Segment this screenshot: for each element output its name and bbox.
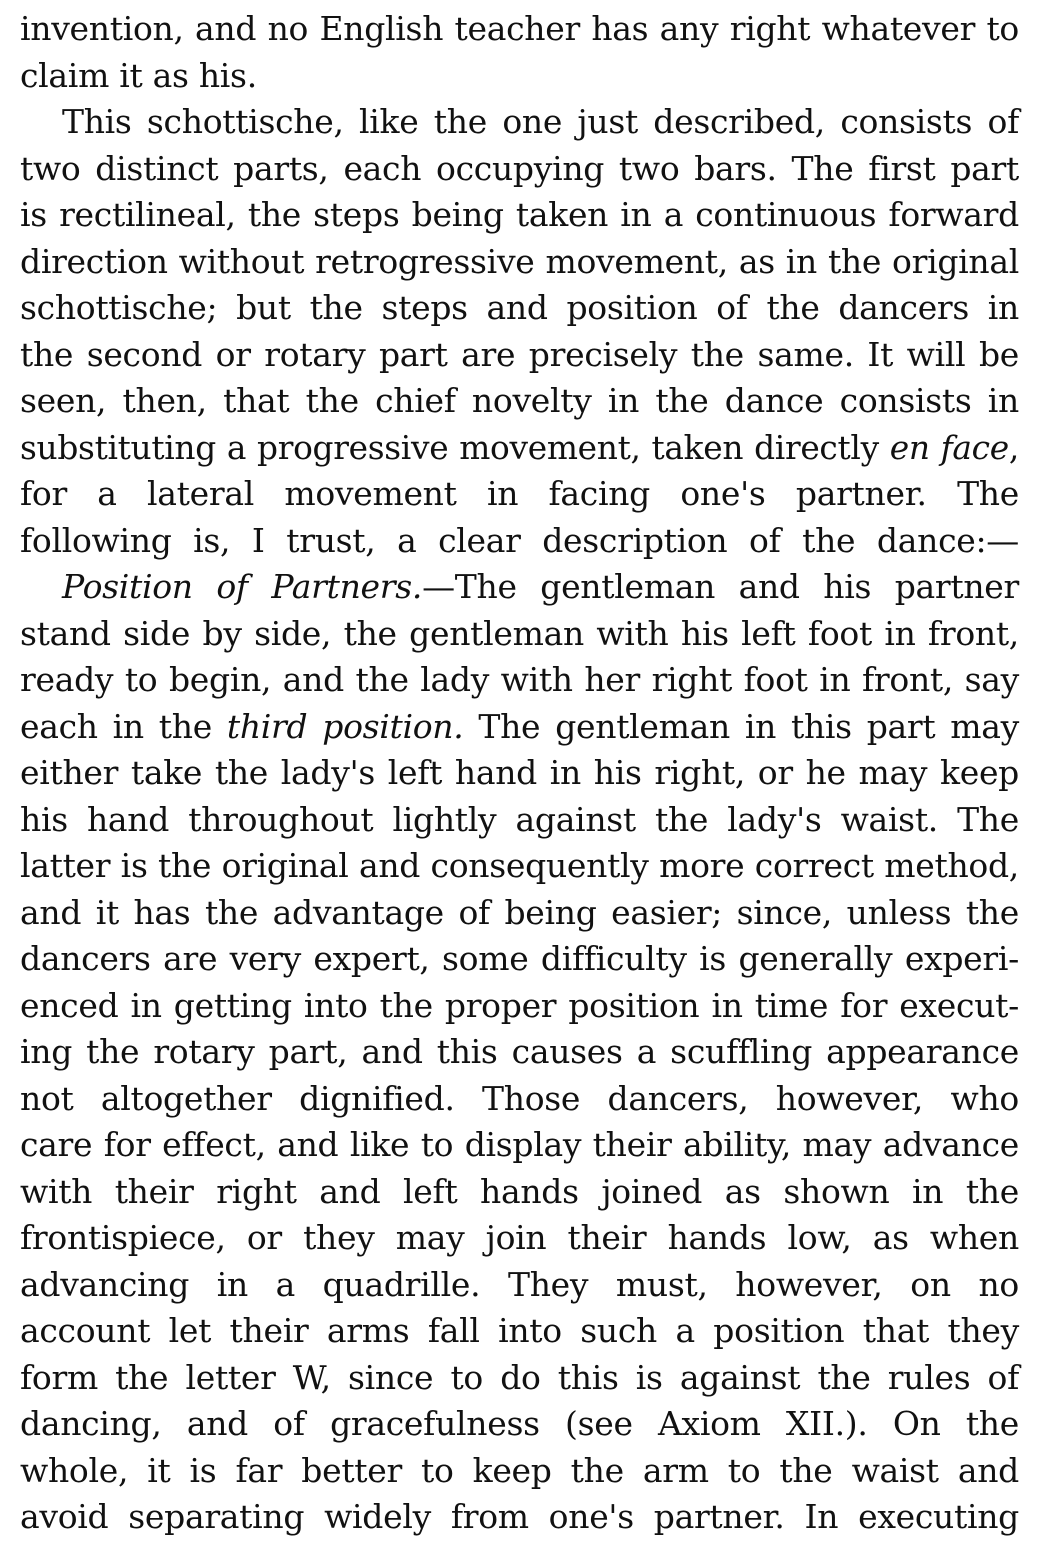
italic-heading: Position of Partners. bbox=[62, 567, 423, 606]
text-line-31: dancing, and of gracefulness (see Axiom XII.). On the bbox=[20, 1404, 1019, 1443]
text-line-24: not altogether dignified. Those dancers, however, who bbox=[20, 1078, 1019, 1118]
text-line-32: whole, it is far better to keep the arm to the waist and bbox=[20, 1450, 1019, 1490]
text-line-3: This schottische, like the one just described, consists of bbox=[62, 102, 1019, 141]
text-line-20: and it has the advantage of being easier; since, unless the bbox=[20, 892, 1019, 932]
text-line-6: direction without retrogressive movement, as in the original bbox=[20, 241, 1019, 281]
text-line-18: his hand throughout lightly against the lady's waist. The bbox=[20, 799, 1019, 839]
text-line-13: Position of Partners.—The gentleman and his partner bbox=[62, 567, 1019, 606]
text-line-10: substituting a progressive movement, taken directly en face, bbox=[20, 428, 1020, 467]
text-line-29: account let their arms fall into such a position that they bbox=[20, 1311, 1019, 1350]
text-line-30: form the letter W, since to do this is against the rules of bbox=[20, 1357, 1019, 1397]
text-line-27: frontispiece, or they may join their hands low, as when bbox=[20, 1218, 1019, 1257]
text-line-21: dancers are very expert, some difficulty is generally experi- bbox=[20, 939, 1019, 978]
text-line-4: two distinct parts, each occupying two bars. The first part bbox=[20, 148, 1019, 188]
text-line-22: enced in getting into the proper position in time for execut- bbox=[20, 985, 1019, 1025]
text-line-9: seen, then, that the chief novelty in the dance consists in bbox=[20, 381, 1019, 420]
text-line-7: schottische; but the steps and position of the dancers in bbox=[20, 288, 1019, 327]
text-line-16: each in the third position. The gentleman in this part may bbox=[20, 706, 1019, 746]
text-line-28: advancing in a quadrille. They must, however, on no bbox=[20, 1264, 1019, 1304]
italic-term: en face bbox=[889, 428, 1009, 467]
text-line-12: following is, I trust, a clear description of the dance:— bbox=[20, 520, 1019, 560]
text-line-11: for a lateral movement in facing one's partner. The bbox=[20, 474, 1019, 513]
text-line-33: avoid separating widely from one's partner. In executing bbox=[20, 1497, 1019, 1536]
text-line-17: either take the lady's left hand in his right, or he may keep bbox=[20, 753, 1019, 792]
text-line-1: invention, and no English teacher has any right whatever to bbox=[20, 9, 1019, 48]
text-line-14: stand side by side, the gentleman with his left foot in front, bbox=[20, 613, 1019, 653]
text-line-23: ing the rotary part, and this causes a scuffling appearance bbox=[20, 1032, 1019, 1071]
text-line-19: latter is the original and consequently more correct method, bbox=[20, 846, 1019, 885]
text-line-2: claim it as his. bbox=[20, 55, 257, 95]
text-line-26: with their right and left hands joined as shown in the bbox=[20, 1171, 1019, 1211]
text-line-8: the second or rotary part are precisely the same. It will be bbox=[20, 334, 1019, 374]
text-line-15: ready to begin, and the lady with her right foot in front, say bbox=[20, 660, 1019, 699]
italic-term: third position. bbox=[226, 706, 464, 746]
text-line-5: is rectilineal, the steps being taken in a continuous forward bbox=[20, 195, 1019, 234]
text-line-25: care for effect, and like to display their ability, may advance bbox=[20, 1125, 1019, 1164]
page-text bbox=[20, 6, 1019, 1541]
